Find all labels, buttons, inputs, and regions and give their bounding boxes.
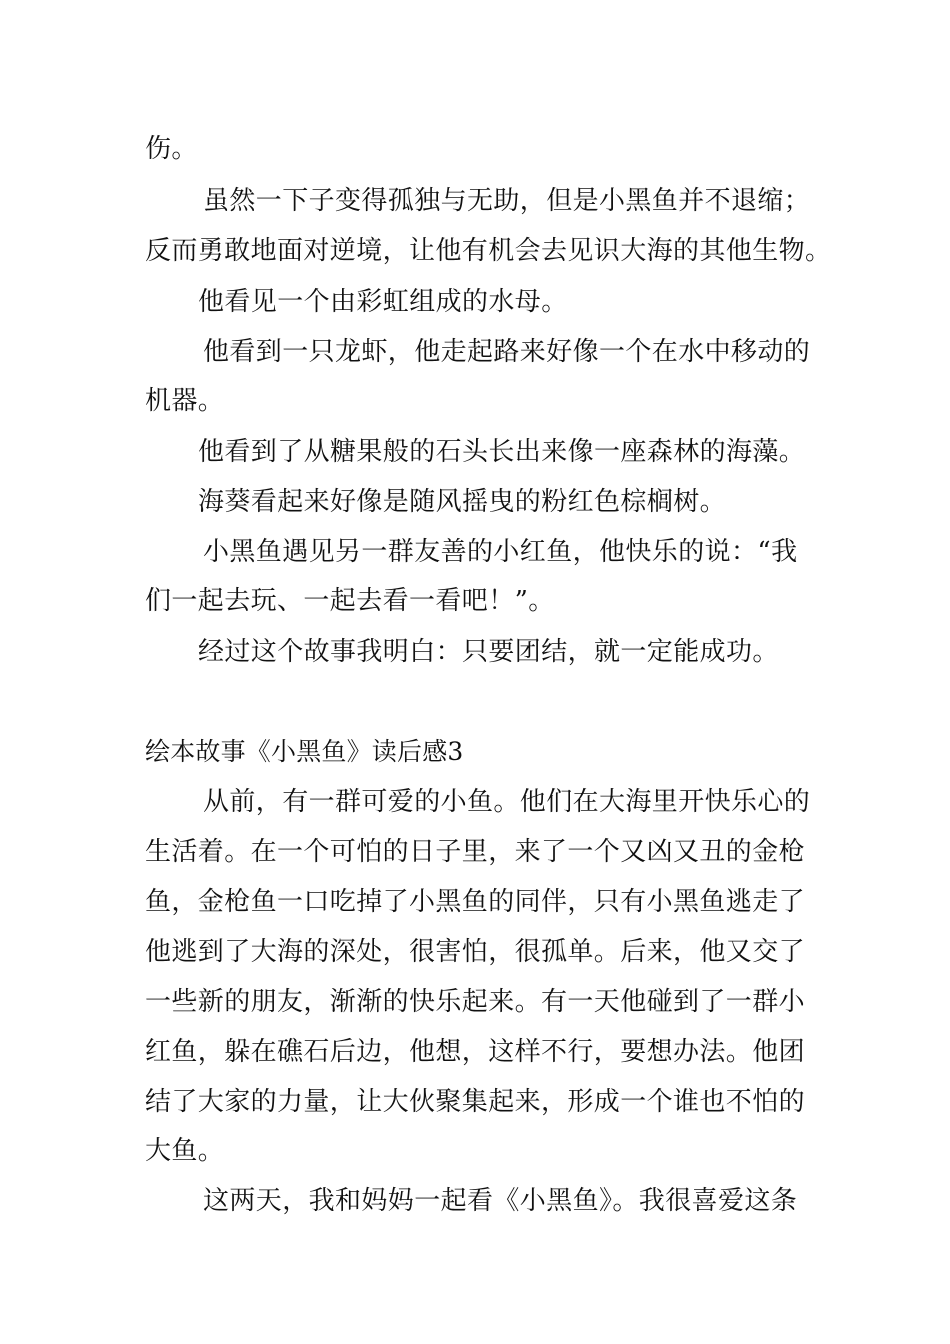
paragraph-first-line: 他看见一个由彩虹组成的水母。 [198,287,568,317]
text-line: 伤。 [145,134,198,164]
paragraph-first-line: 从前，有一群可爱的小鱼。他们在大海里开快乐心的 [203,787,811,817]
paragraph-first-line: 这两天，我和妈妈一起看《小黑鱼》。我很喜爱这条 [203,1186,798,1216]
text-line: 生活着。在一个可怕的日子里，来了一个又凶又丑的金枪 [145,837,806,867]
paragraph-first-line: 他看到一只龙虾，他走起路来好像一个在水中移动的 [203,337,811,367]
paragraph-first-line: 他看到了从糖果般的石头长出来像一座森林的海藻。 [198,437,806,467]
paragraph-first-line: 海葵看起来好像是随风摇曳的粉红色棕榈树。 [198,487,727,517]
text-line: 大鱼。 [145,1136,225,1166]
text-line: 们一起去玩、一起去看一看吧！”。 [145,586,555,616]
text-line: 反而勇敢地面对逆境，让他有机会去见识大海的其他生物。 [145,236,832,266]
paragraph-first-line: 虽然一下子变得孤独与无助，但是小黑鱼并不退缩； [203,186,811,216]
text-line: 机器。 [145,386,225,416]
text-line: 结了大家的力量，让大伙聚集起来，形成一个谁也不怕的 [145,1087,806,1117]
section-heading: 绘本故事《小黑鱼》读后感3 [145,737,464,766]
text-line: 一些新的朋友，渐渐的快乐起来。有一天他碰到了一群小 [145,987,806,1017]
text-line: 他逃到了大海的深处，很害怕，很孤单。后来，他又交了 [145,937,806,967]
text-line: 鱼，金枪鱼一口吃掉了小黑鱼的同伴，只有小黑鱼逃走了 [145,887,806,917]
paragraph-first-line: 经过这个故事我明白：只要团结，就一定能成功。 [198,637,779,667]
text-line: 红鱼，躲在礁石后边，他想，这样不行，要想办法。他团 [145,1037,806,1067]
paragraph-first-line: 小黑鱼遇见另一群友善的小红鱼，他快乐的说：“我 [203,537,798,567]
